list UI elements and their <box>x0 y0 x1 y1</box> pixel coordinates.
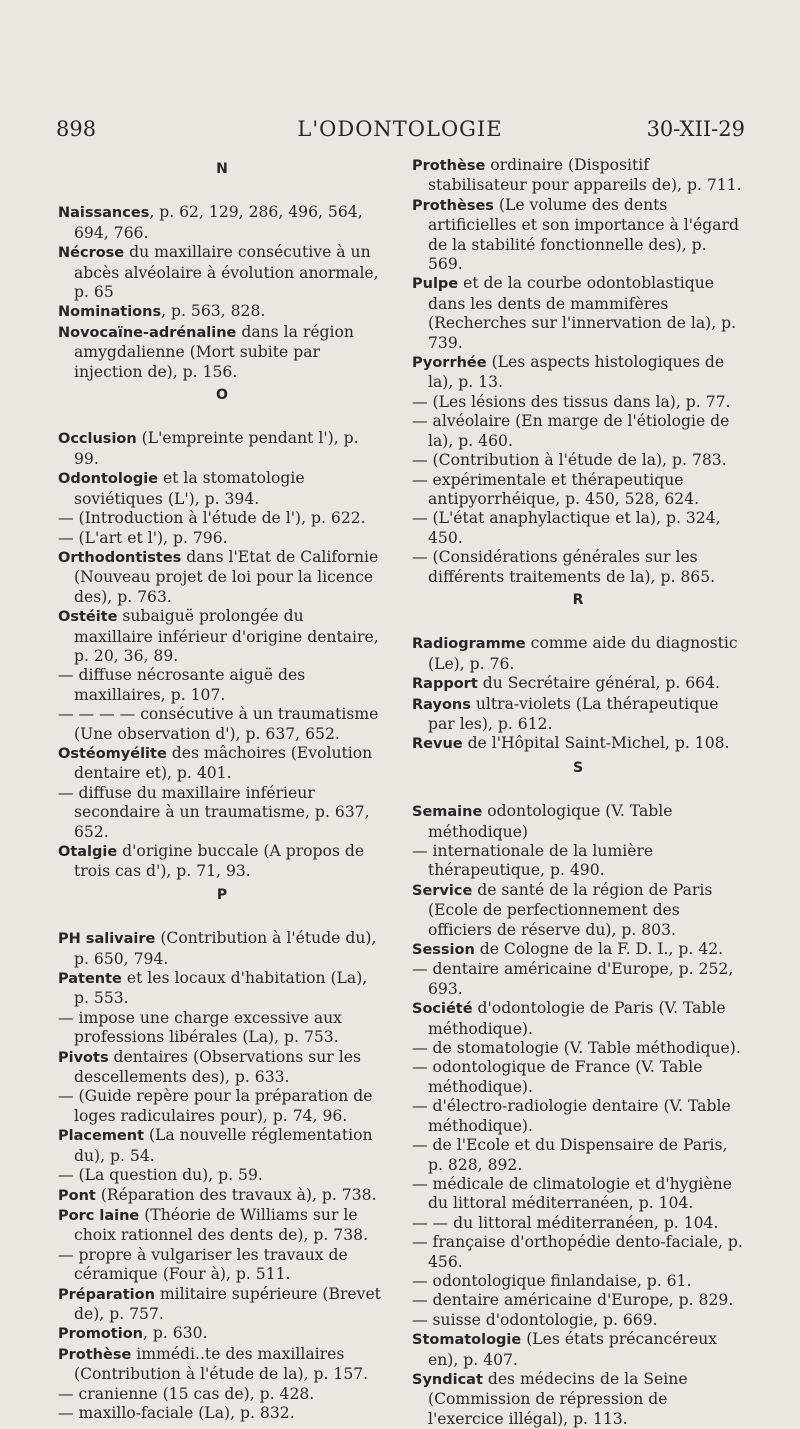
entry-text: (L'empreinte pendant l'), p. 99. <box>74 429 359 468</box>
index-entry <box>58 1009 386 1048</box>
entry-text: et la stomatologie soviétiques (L'), p. 394. <box>74 469 305 508</box>
entry-heading: Syndicat <box>412 1371 483 1388</box>
entry-text: et les locaux d'habitation (La), p. 553. <box>74 969 368 1008</box>
index-entry <box>58 1385 386 1404</box>
index-entry <box>412 353 744 393</box>
index-entry <box>58 469 386 509</box>
section-letter: O <box>216 387 228 404</box>
index-entry <box>412 1330 744 1370</box>
index-entry <box>412 393 744 412</box>
entry-heading: Patente <box>58 971 122 988</box>
entry-text: — dentaire américaine d'Europe, p. 252, 693. <box>412 960 734 998</box>
index-entry <box>412 1214 744 1233</box>
entry-text: — (Guide repère pour la préparation de loges radiculaires pour), p. 74, 96. <box>58 1087 373 1125</box>
index-entry <box>412 1370 744 1429</box>
entry-heading: Revue <box>412 736 463 753</box>
section-letter: R <box>572 591 584 608</box>
entry-text: — (Les lésions des tissus dans la), p. 77. <box>412 392 731 411</box>
entry-text: — française d'orthopédie dento-faciale, p. 456. <box>412 1233 743 1271</box>
entry-text: — odontologique finlandaise, p. 61. <box>412 1271 692 1290</box>
right-column <box>412 156 744 1429</box>
index-entry <box>412 802 744 842</box>
entry-text: — — du littoral méditerranéen, p. 104. <box>412 1213 719 1232</box>
entry-heading: PH salivaire <box>58 931 156 948</box>
entry-text: (La nouvelle réglementation du), p. 54. <box>74 1126 373 1165</box>
index-entry <box>412 1097 744 1136</box>
index-entry <box>412 1175 744 1214</box>
index-entry <box>412 548 744 587</box>
index-entry <box>58 1166 386 1185</box>
entry-text: odontologique (V. Table méthodique) <box>428 802 673 841</box>
entry-heading: Novocaïne-adrénaline <box>58 324 237 341</box>
entry-heading: Pont <box>58 1187 96 1204</box>
entry-text: — (L'art et l'), p. 796. <box>58 528 228 547</box>
entry-text: — maxillo-faciale (La), p. 832. <box>58 1403 295 1422</box>
entry-text: du Secrétaire général, p. 664. <box>477 674 720 693</box>
index-entry <box>412 940 744 960</box>
entry-heading: Rayons <box>412 696 471 713</box>
entry-text: — cranienne (15 cas de), p. 428. <box>58 1384 315 1403</box>
entry-text: de santé de la région de Paris (Ecole de perfectionnement des officiers de réserve du), p. 803. <box>428 880 713 939</box>
entry-text: , p. 62, 129, 286, 496, 564, 694, 766. <box>74 203 363 242</box>
index-entry <box>58 529 386 548</box>
entry-heading: Pivots <box>58 1049 109 1066</box>
journal-title: L'ODONTOLOGIE <box>297 117 503 141</box>
entry-heading: Promotion <box>58 1326 143 1343</box>
index-entry <box>412 1272 744 1291</box>
index-entry <box>58 1048 386 1088</box>
entry-heading: Société <box>412 1001 473 1018</box>
entry-text: subaiguë prolongée du maxillaire inférieur d'origine dentaire, p. 20, 36, 89. <box>74 607 379 665</box>
entry-heading: Rapport <box>412 676 478 693</box>
index-entry <box>58 1324 386 1344</box>
entry-text: ordinaire (Dispositif stabilisateur pour appareils de), p. 711. <box>428 156 742 195</box>
index-entry <box>58 203 386 243</box>
entry-text: (Le volume des dents artificielles et son importance à l'égard de la stabilité fonctionnelle des), p. 569. <box>428 195 739 274</box>
index-entry <box>58 666 386 705</box>
index-entry <box>58 1246 386 1285</box>
entry-text: (Les aspects histologiques de la), p. 13. <box>428 353 725 392</box>
entry-text: de Cologne de la F. D. I., p. 42. <box>474 940 724 959</box>
entry-text: et de la courbe odontoblastique dans les dents de mammifères (Recherches sur l'innervation de la), p. 739. <box>428 274 737 352</box>
index-entry <box>412 1311 744 1330</box>
entry-text: (Théorie de Williams sur le choix rationnel des dents de), p. 738. <box>74 1205 369 1245</box>
entry-heading: Ostéomyélite <box>58 745 167 762</box>
entry-text: , p. 630. <box>143 1324 208 1343</box>
index-entry <box>412 695 744 735</box>
entry-text: — alvéolaire (En marge de l'étiologie de la), p. 460. <box>412 412 730 450</box>
entry-heading: Porc laine <box>58 1207 140 1224</box>
entry-text: — diffuse nécrosante aiguë des maxillaires, p. 107. <box>58 666 306 704</box>
entry-heading: Prothèse <box>58 1346 132 1363</box>
page-number: 898 <box>56 117 97 141</box>
index-entry <box>412 674 744 694</box>
index-entry <box>58 607 386 666</box>
index-entry <box>58 784 386 842</box>
entry-heading: Occlusion <box>58 431 137 448</box>
index-entry <box>412 156 744 196</box>
index-entry <box>58 1126 386 1166</box>
index-entry <box>412 196 744 275</box>
entry-text: (Les états précancéreux en), p. 407. <box>428 1330 718 1369</box>
entry-text: — médicale de climatologie et d'hygiène du littoral méditerranéen, p. 104. <box>412 1174 732 1213</box>
index-entry <box>58 744 386 784</box>
entry-heading: Prothèses <box>412 197 494 214</box>
index-entry <box>412 1291 744 1310</box>
entry-text: — propre à vulgariser les travaux de céramique (Four à), p. 511. <box>58 1245 348 1284</box>
entry-heading: Nominations <box>58 304 162 321</box>
index-entry <box>58 323 386 382</box>
entry-heading: Préparation <box>58 1286 155 1303</box>
entry-text: immédi..te des maxillaires (Contribution à l'étude de la), p. 157. <box>74 1344 369 1384</box>
entry-heading: Orthodontistes <box>58 549 182 566</box>
index-entry <box>412 412 744 451</box>
entry-text: des médecins de la Seine (Commission de répression de l'exercice illégal), p. 113. <box>428 1369 688 1428</box>
index-entry <box>58 842 386 882</box>
entry-text: — dentaire américaine d'Europe, p. 829. <box>412 1291 734 1310</box>
entry-text: dentaires (Observations sur les descellements des), p. 633. <box>74 1047 361 1087</box>
index-entry <box>58 969 386 1009</box>
entry-text: — de l'Ecole et du Dispensaire de Paris, p. 828, 892. <box>412 1136 728 1174</box>
entry-heading: Nécrose <box>58 245 125 262</box>
entry-text: comme aide du diagnostic (Le), p. 76. <box>428 634 738 673</box>
section-letter: N <box>216 161 228 177</box>
entry-text: ultra-violets (La thérapeutique par les), p. 612. <box>428 694 719 733</box>
entry-heading: Pyorrhée <box>412 355 487 372</box>
index-entry <box>58 1404 386 1423</box>
entry-heading: Stomatologie <box>412 1332 522 1349</box>
index-entry <box>58 1285 386 1325</box>
entry-text: (Contribution à l'étude du), p. 650, 794. <box>74 929 377 968</box>
entry-text: — de stomatologie (V. Table méthodique). <box>412 1039 741 1058</box>
index-entry <box>58 243 386 302</box>
index-entry <box>58 1186 386 1206</box>
index-entry <box>58 1206 386 1246</box>
index-entry <box>412 1039 744 1058</box>
entry-text: d'origine buccale (A propos de trois cas d'), p. 71, 93. <box>74 842 365 881</box>
entry-text: dans l'Etat de Californie (Nouveau projet de loi pour la licence des), p. 763. <box>74 547 379 606</box>
entry-text: militaire supérieure (Brevet de), p. 757. <box>74 1284 381 1323</box>
entry-text: — d'électro-radiologie dentaire (V. Table méthodique). <box>412 1097 731 1135</box>
entry-heading: Pulpe <box>412 276 459 293</box>
section-letter: S <box>572 759 584 776</box>
entry-heading: Session <box>412 942 475 959</box>
entry-heading: Semaine <box>412 804 483 821</box>
entry-text: — internationale de la lumière thérapeutique, p. 490. <box>412 842 654 880</box>
index-entry <box>58 509 386 528</box>
entry-text: — (Considérations générales sur les différents traitements de la), p. 865. <box>412 548 716 586</box>
index-entry <box>412 1058 744 1097</box>
entry-heading: Placement <box>58 1128 145 1145</box>
entry-heading: Odontologie <box>58 471 158 488</box>
index-entry <box>412 1136 744 1175</box>
entry-text: — (La question du), p. 59. <box>58 1166 263 1185</box>
entry-text: des mâchoires (Evolution dentaire et), p. 401. <box>74 743 373 783</box>
index-entry <box>412 1233 744 1272</box>
index-entry <box>412 274 744 353</box>
index-entry <box>412 509 744 548</box>
entry-text: — (Contribution à l'étude de la), p. 783. <box>412 451 727 470</box>
index-entry <box>412 999 744 1039</box>
index-entry <box>412 842 744 881</box>
entry-text: — (Introduction à l'étude de l'), p. 622. <box>58 509 366 528</box>
left-column <box>58 156 386 1423</box>
index-entry <box>58 548 386 607</box>
index-entry <box>58 929 386 969</box>
index-entry <box>58 1345 386 1385</box>
index-entry <box>412 734 744 754</box>
index-entry <box>58 302 386 322</box>
entry-heading: Service <box>412 882 473 899</box>
entry-text: — — — — consécutive à un traumatisme (Une observation d'), p. 637, 652. <box>58 705 379 743</box>
entry-text: — impose une charge excessive aux professions libérales (La), p. 753. <box>58 1008 342 1047</box>
entry-heading: Otalgie <box>58 844 118 860</box>
entry-text: — suisse d'odontologie, p. 669. <box>412 1310 658 1329</box>
entry-text: — (L'état anaphylactique et la), p. 324, 450. <box>412 509 721 547</box>
entry-text: , p. 563, 828. <box>161 302 266 321</box>
index-entry <box>412 960 744 999</box>
entry-text: de l'Hôpital Saint-Michel, p. 108. <box>462 734 730 753</box>
entry-text: d'odontologie de Paris (V. Table méthodique). <box>428 999 726 1038</box>
index-entry <box>58 429 386 469</box>
entry-text: — odontologique de France (V. Table méthodique). <box>412 1058 703 1096</box>
index-entry <box>412 471 744 510</box>
entry-heading: Radiogramme <box>412 636 526 653</box>
issue-date: 30-XII-29 <box>646 117 745 141</box>
entry-heading: Naissances <box>58 205 150 222</box>
index-entry <box>58 1087 386 1126</box>
entry-text: (Réparation des travaux à), p. 738. <box>95 1185 377 1204</box>
entry-heading: Ostéite <box>58 609 118 626</box>
entry-text: — expérimentale et thérapeutique antipyorrhéique, p. 450, 528, 624. <box>412 470 700 508</box>
running-header <box>0 117 800 147</box>
index-entry <box>412 881 744 940</box>
index-entry <box>412 634 744 674</box>
entry-heading: Prothèse <box>412 158 486 174</box>
section-letter: P <box>216 886 228 903</box>
index-entry <box>412 451 744 470</box>
index-entry <box>58 705 386 744</box>
entry-text: — diffuse du maxillaire inférieur secondaire à un traumatisme, p. 637, 652. <box>58 783 370 841</box>
entry-text: du maxillaire consécutive à un abcès alvéolaire à évolution anormale, p. 65 <box>74 243 379 302</box>
entry-text: dans la région amygdalienne (Mort subite par injection de), p. 156. <box>74 322 354 381</box>
